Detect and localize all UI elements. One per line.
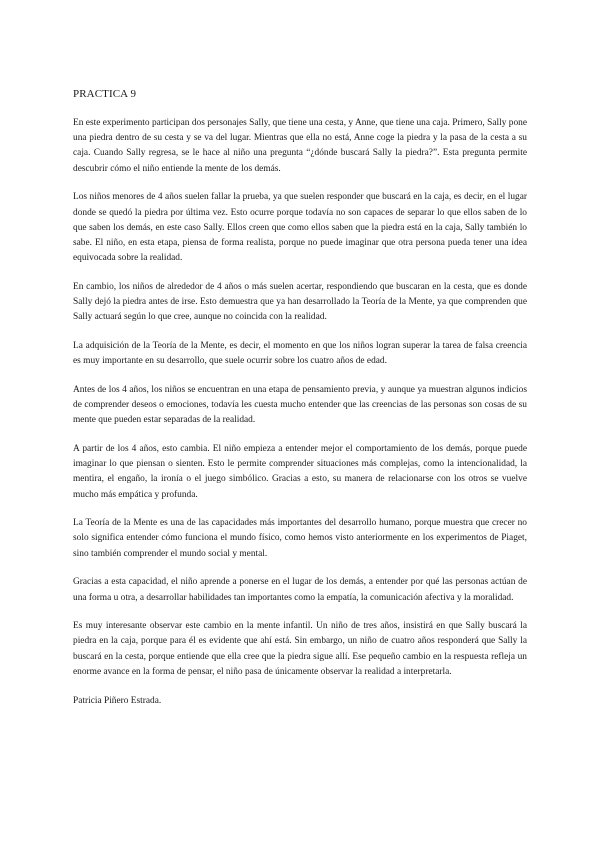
document-body — [73, 86, 527, 709]
paragraph-1: En este experimento participan dos personajes Sally, que tiene una cesta, y Anne, que tiene una caja. Primero, Sally pone una piedra dentro de su cesta y se va del lugar. Mientras que ella no está, Anne coge la piedra y la pasa de la cesta a su caja. Cuando Sally regresa, se le hace al niño una pregunta “¿dónde buscará Sally la piedra?”. Esta pregunta permite descubrir cómo el niño entiende la mente de los demás. — [73, 118, 527, 174]
paragraph-4: La adquisición de la Teoría de la Mente, es decir, el momento en que los niños logran superar la tarea de falsa creencia es muy importante en su desarrollo, que suele ocurrir sobre los cuatro años de edad. — [73, 340, 527, 367]
paragraph-8: Gracias a esta capacidad, el niño aprende a ponerse en el lugar de los demás, a entender por qué las personas actúan de una forma u otra, a desarrollar habilidades tan importantes como la empatía, la comunicación afectiva y la moralidad. — [73, 577, 527, 603]
paragraph-2: Los niños menores de 4 años suelen fallar la prueba, ya que suelen responder que buscará en la caja, es decir, en el lugar donde se quedó la piedra por última vez. Esto ocurre porque todavía no son capaces de separar lo que ellos saben de lo que saben los demás, en este caso Sally. Ellos creen que como ellos saben que la piedra está en la caja, Sally también lo sabe. El niño, en esta etapa, piensa de forma realista, porque no puede imaginar que otra persona pueda tener una idea equivocada sobre la realidad. — [73, 192, 527, 264]
document-title: PRACTICA 9 — [73, 88, 137, 100]
paragraph-7: La Teoría de la Mente es una de las capacidades más importantes del desarrollo humano, porque muestra que crecer no solo significa entender cómo funciona el mundo físico, como hemos visto anteriormente en los experimentos de Piaget, sino también comprender el mundo social y mental. — [73, 518, 527, 559]
paragraph-5: Antes de los 4 años, los niños se encuentran en una etapa de pensamiento previa, y aunque ya muestran algunos indicios de comprender deseos o emociones, todavía les cuesta mucho entender que las creencias de las personas son cosas de su mente que pueden estar separadas de la realidad. — [73, 384, 527, 426]
paragraph-6: A partir de los 4 años, esto cambia. El niño empieza a entender mejor el comportamiento de los demás, porque puede imaginar lo que piensan o sienten. Esto le permite comprender situaciones más complejas, como la intencionalidad, la mentira, el engaño, la ironía o el juego simbólico. Gracias a esto, su manera de relacionarse con los otros se vuelve mucho más empática y profunda. — [73, 443, 527, 500]
paragraph-3: En cambio, los niños de alrededor de 4 años o más suelen acertar, respondiendo que buscaran en la cesta, que es donde Sally dejó la piedra antes de irse. Esto demuestra que ya han desarrollado la Teoría de la Mente, ya que comprenden que Sally actuará según lo que cree, aunque no coincida con la realidad. — [73, 281, 527, 323]
paragraph-9: Es muy interesante observar este cambio en la mente infantil. Un niño de tres años, insistirá en que Sally buscará la piedra en la caja, porque para él es evidente que ahí está. Sin embargo, un niño de cuatro años responderá que Sally la buscará en la cesta, porque entiende que ella cree que la piedra sigue allí. Ese pequeño cambio en la respuesta refleja un enorme avance en la forma de pensar, el niño pasa de únicamente observar la realidad a interpretarla. — [73, 621, 527, 677]
author-signature: Patricia Piñero Estrada. — [73, 695, 162, 706]
